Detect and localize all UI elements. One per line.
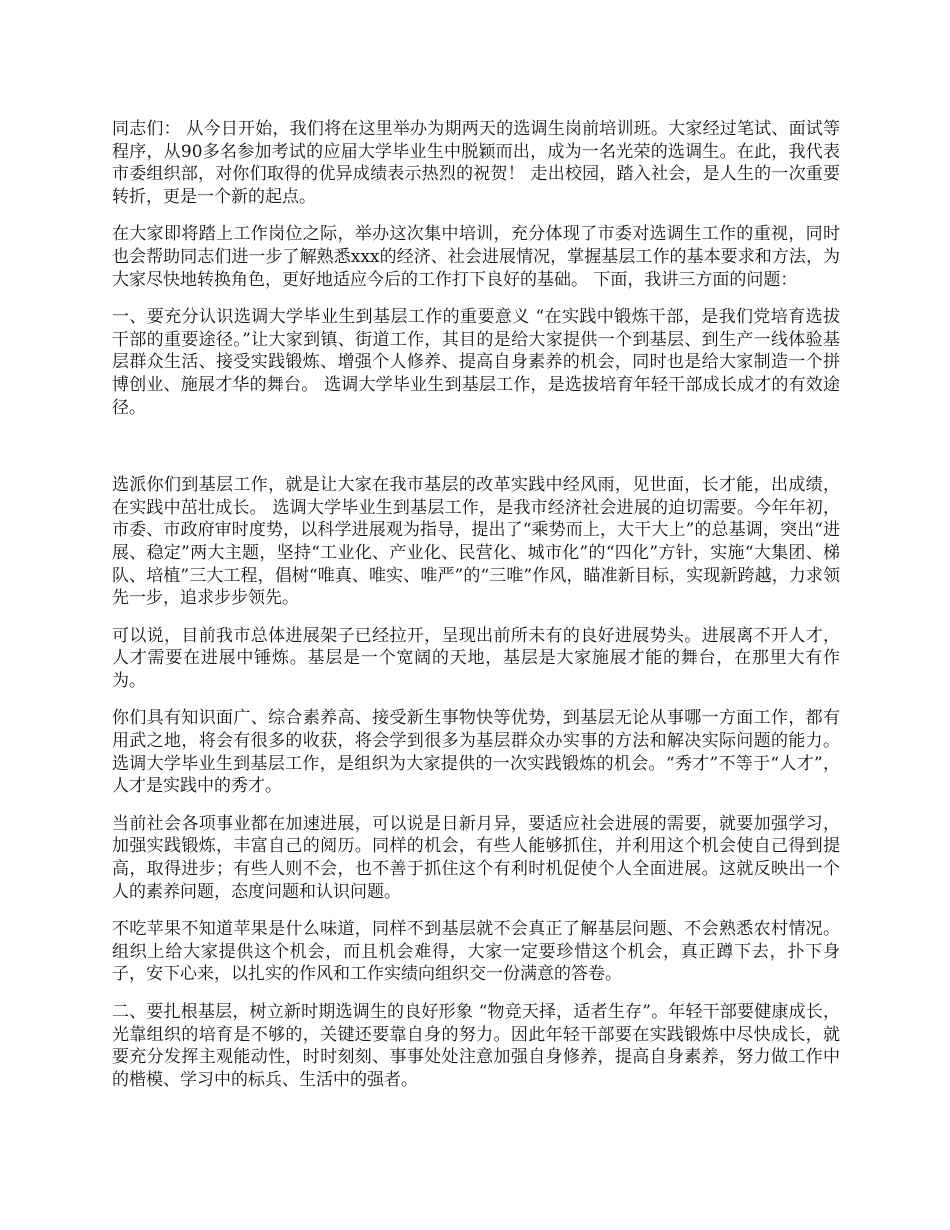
paragraph-grassroots-work: 选派你们到基层工作，就是让大家在我市基层的改革实践中经风雨，见世面，长才能，出成绩，在实践中茁壮成长。 选调大学毕业生到基层工作，是我市经济社会进展的迫切需要。今年年初，市委、市政府审时度势，以科学进展观为指导，提出了“乘势而上，大干大上”的总基调，突出“进展、稳定”两大主题，坚持“工业化、产业化、民营化、城市化”的“四化”方针，实施“大集团、梯队、培植”三大工程，倡树“唯真、唯实、唯严”的“三唯”作风，瞄准新目标，实现新跨越，力求领先一步，追求步步领先。 [112,475,840,609]
paragraph-learning: 当前社会各项事业都在加速进展，可以说是日新月异，要适应社会进展的需要，就要加强学习，加强实践锻炼，丰富自己的阅历。同样的机会，有些人能够抓住，并利用这个机会使自己得到提高，取得进步；有些人则不会，也不善于抓住这个有利时机促使个人全面进展。这就反映出一个人的素养问题，态度问题和认识问题。 [112,813,840,902]
paragraph-section-one: 一、要充分认识选调大学毕业生到基层工作的重要意义 “在实践中锻炼干部，是我们党培育选拔干部的重要途径。”让大家到镇、街道工作，其目的是给大家提供一个到基层、到生产一线体验基层群众生活、接受实践锻炼、增强个人修养、提高自身素养的机会，同时也是给大家制造一个拼博创业、施展才华的舞台。 选调大学毕业生到基层工作，是选拔培育年轻干部成长成才的有效途径。 [112,307,840,418]
paragraph-advantages: 你们具有知识面广、综合素养高、接受新生事物快等优势，到基层无论从事哪一方面工作，都有用武之地，将会有很多的收获，将会学到很多为基层群众办实事的方法和解决实际问题的能力。 选调大学毕业生到基层工作，是组织为大家提供的一次实践锻炼的机会。“秀才”不等于“人才”，人才是实践中的秀才。 [112,708,840,797]
paragraph-greeting: 同志们： 从今日开始，我们将在这里举办为期两天的选调生岗前培训班。大家经过笔试、面试等程序，从90多名参加考试的应届大学毕业生中脱颖而出，成为一名光荣的选调生。在此，我代表市委组织部，对你们取得的优异成绩表示热烈的祝贺！ 走出校园，踏入社会，是人生的一次重要转折，更是一个新的起点。 [112,119,840,207]
paragraph-apple: 不吃苹果不知道苹果是什么味道，同样不到基层就不会真正了解基层问题、不会熟悉农村情况。组织上给大家提供这个机会，而且机会难得，大家一定要珍惜这个机会，真正蹲下去，扑下身子，安下心来，以扎实的作风和工作实绩向组织交一份满意的答卷。 [112,919,840,985]
paragraph-section-two: 二、要扎根基层，树立新时期选调生的良好形象 “物竞天择，适者生存”。年轻干部要健康成长，光靠组织的培育是不够的，关键还要靠自身的努力。因此年轻干部要在实践锻炼中尽快成长，就要充分发挥主观能动性，时时刻刻、事事处处注意加强自身修养，提高自身素养，努力做工作中的楷模、学习中的标兵、生活中的强者。 [112,1002,840,1090]
paragraph-development: 可以说，目前我市总体进展架子已经拉开，呈现出前所未有的良好进展势头。进展离不开人才，人才需要在进展中锤炼。基层是一个宽阔的天地，基层是大家施展才能的舞台，在那里大有作为。 [112,625,840,691]
document-body [112,118,840,1106]
paragraph-training-purpose: 在大家即将踏上工作岗位之际，举办这次集中培训，充分体现了市委对选调生工作的重视，同时也会帮助同志们进一步了解熟悉xxx的经济、社会进展情况，掌握基层工作的基本要求和方法，为大家尽快地转换角色，更好地适应今后的工作打下良好的基础。 下面，我讲三方面的问题： [112,224,840,290]
